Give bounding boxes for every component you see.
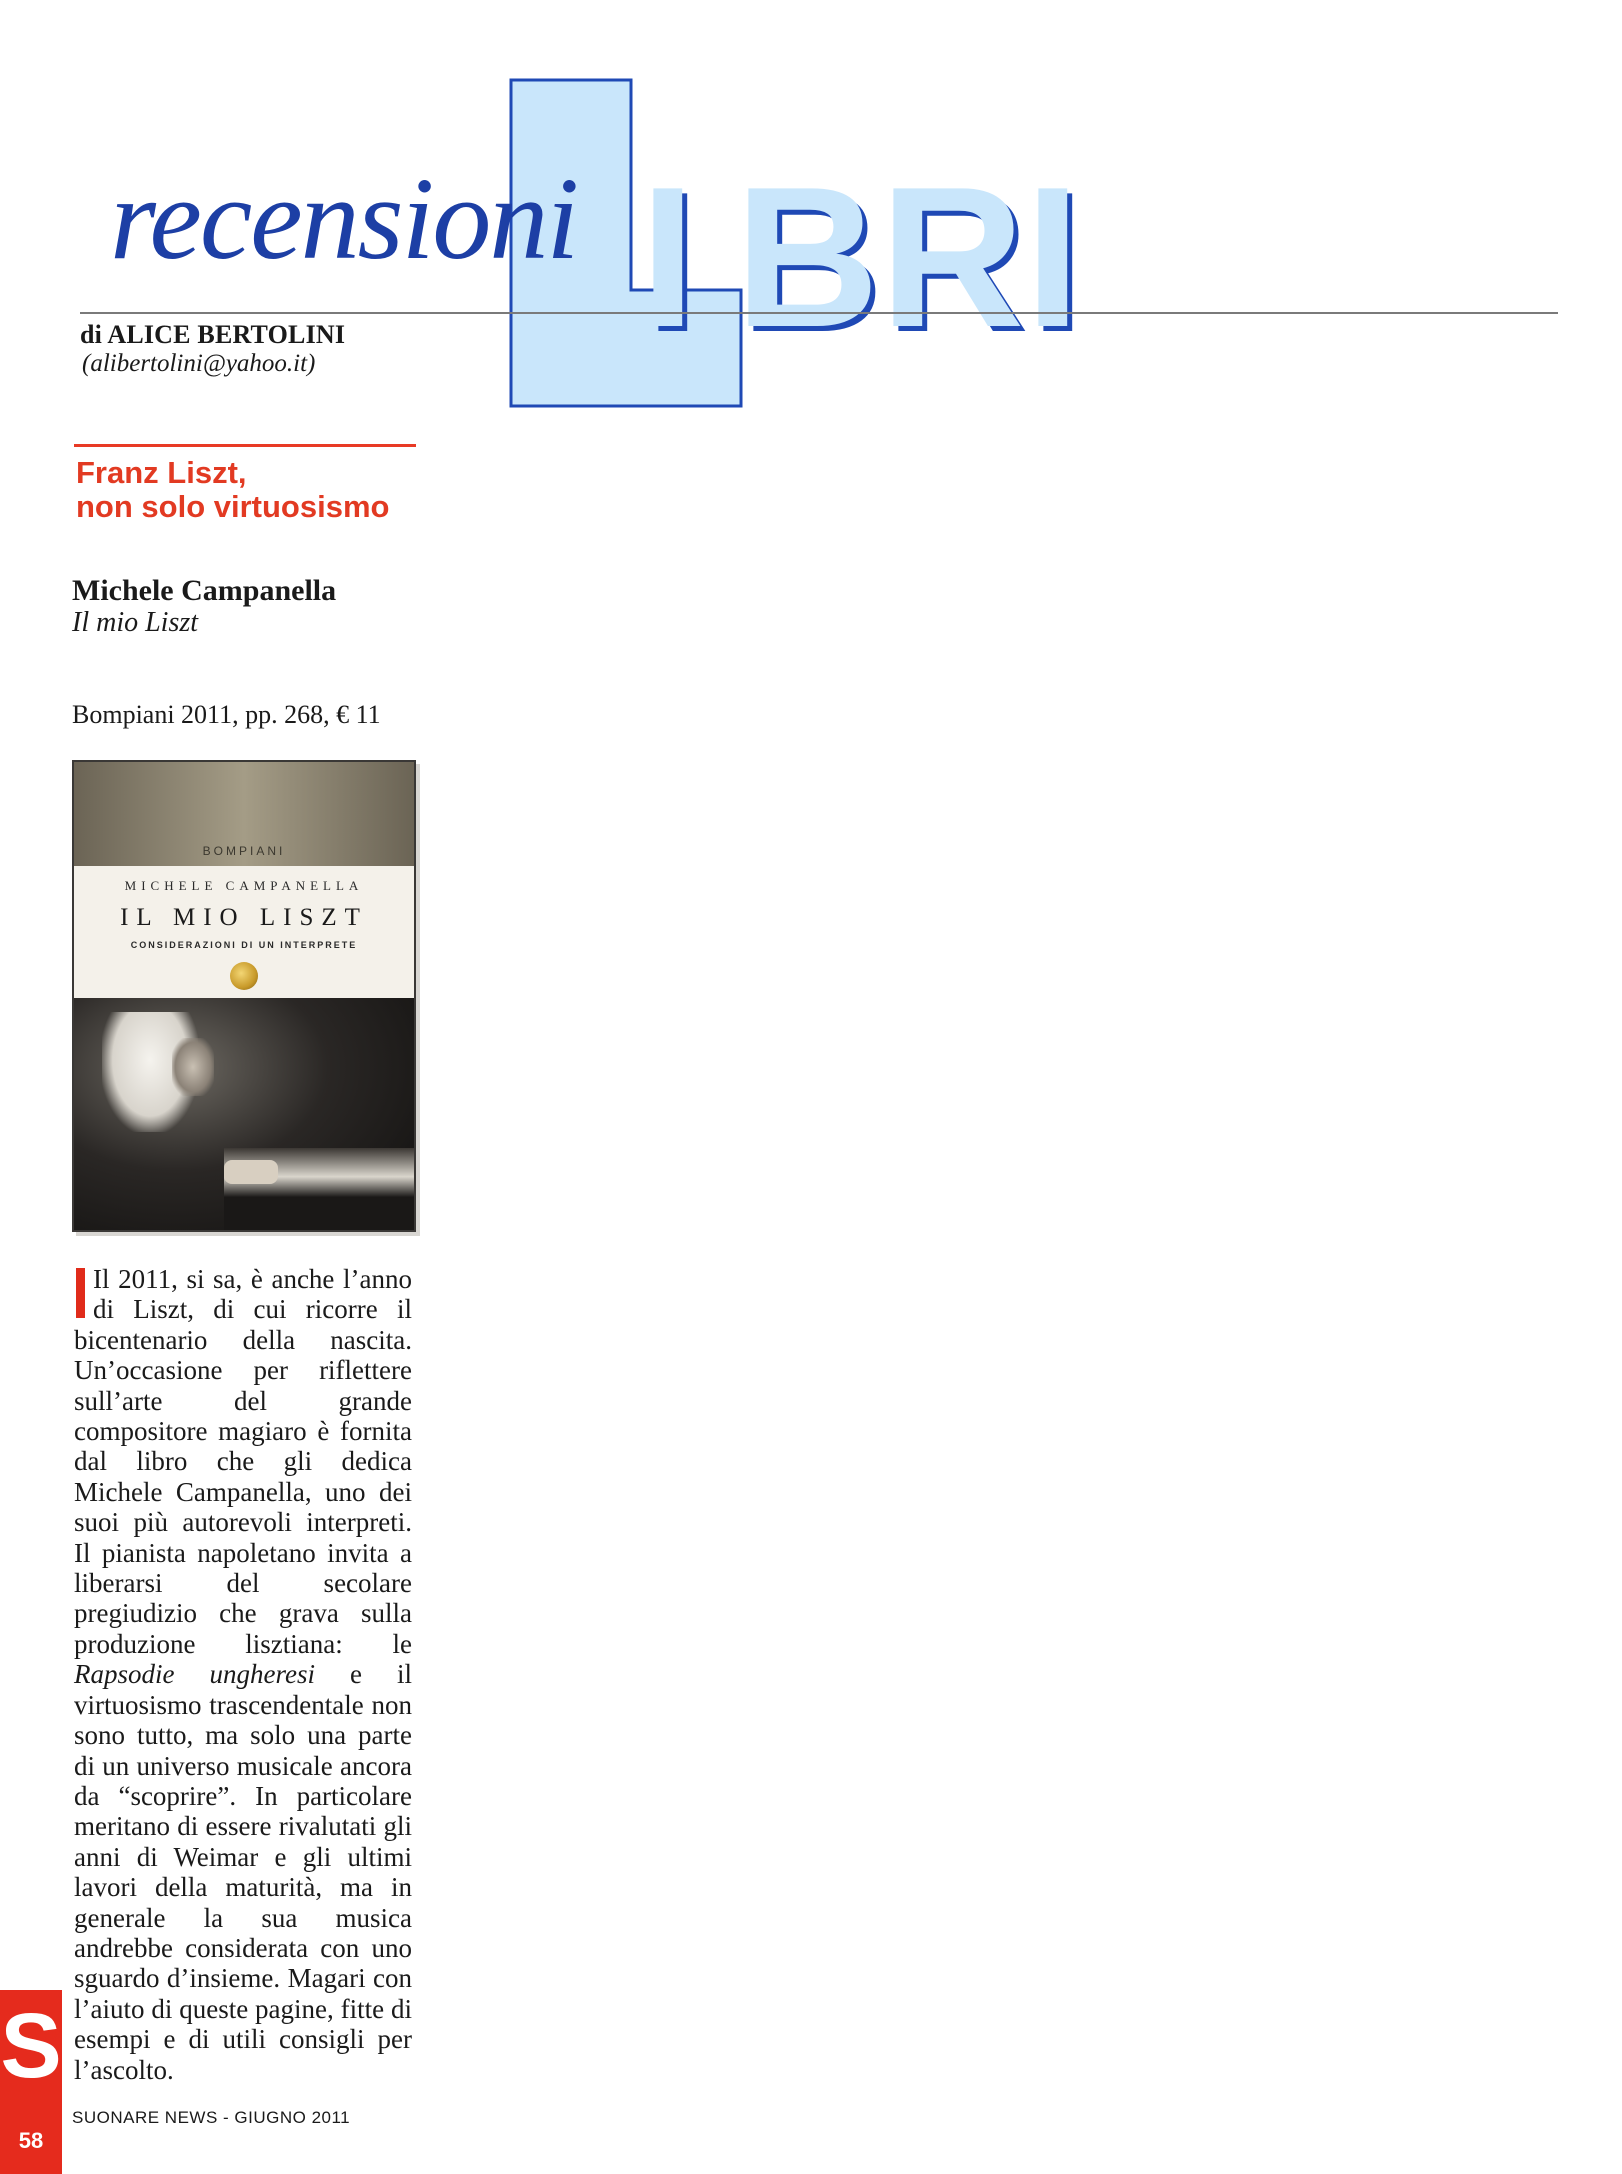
byline: di ALICE BERTOLINI bbox=[80, 320, 346, 349]
libri-letter-r: R bbox=[880, 146, 1025, 369]
cover-photo-face bbox=[172, 1038, 214, 1096]
libri-letter-i-last: I bbox=[1025, 146, 1081, 369]
body-emphasis: Rapsodie ungheresi bbox=[74, 1659, 315, 1690]
article-body bbox=[74, 1264, 412, 2085]
publisher-seal-icon bbox=[230, 962, 258, 990]
cover-title: IL MIO LISZT bbox=[120, 904, 368, 931]
author-email: (alibertolini@yahoo.it) bbox=[82, 350, 316, 377]
section-title-block bbox=[505, 78, 1165, 408]
body-first-letter: I bbox=[93, 1264, 102, 1294]
cover-photo-hands bbox=[224, 1160, 278, 1184]
header-divider bbox=[80, 312, 1558, 314]
cover-author: MICHELE CAMPANELLA bbox=[124, 878, 364, 893]
body-part-1: l 2011, si sa, è anche l’anno di Liszt, di cui ricorre il bicentenario della nascita. Un’occasione per riflettere sull’arte del grande compositore magiaro è fornita dal libro che gli dedica Michele Campanella, uno dei suoi più autorevoli interpreti. Il pianista napoletano invita a liberarsi del secolare pregiudizio che grava sulla produzione lisztiana: le bbox=[74, 1264, 412, 1659]
section-tab-letter: S bbox=[0, 1995, 62, 2097]
publisher-info: Bompiani 2011, pp. 268, € 11 bbox=[72, 700, 381, 729]
footer-publication: SUONARE NEWS - GIUGNO 2011 bbox=[72, 2108, 351, 2127]
page-number: 58 bbox=[18, 2128, 44, 2153]
article-headline bbox=[76, 456, 436, 524]
book-cover-image bbox=[72, 760, 416, 1232]
libri-letter-i: I bbox=[640, 146, 696, 369]
libri-letter-b: B bbox=[735, 146, 880, 369]
body-part-2: e il virtuosismo trascendentale non sono tutto, ma solo una parte di un universo musicale ancora da “scoprire”. In particolare meritano di essere rivalutati gli anni di Weimar e gli ultimi lavori della maturità, ma in generale la sua musica andrebbe considerata con uno sguardo d’insieme. Magari con l’aiuto di queste pagine, fitte di esempi e di utili consigli per l’ascolto. bbox=[74, 1659, 412, 2085]
headline-line-1: Franz Liszt, bbox=[76, 455, 247, 490]
book-title: Il mio Liszt bbox=[72, 607, 199, 638]
section-title-italic: recensioni bbox=[110, 153, 578, 284]
cover-photo-pianist bbox=[74, 998, 414, 1230]
cover-title-panel bbox=[74, 866, 414, 998]
section-tab bbox=[0, 1990, 62, 2174]
book-author: Michele Campanella bbox=[72, 574, 337, 607]
drop-cap-marker bbox=[76, 1268, 85, 1318]
headline-line-2: non solo virtuosismo bbox=[76, 489, 390, 524]
cover-subtitle: CONSIDERAZIONI DI UN INTERPRETE bbox=[130, 940, 358, 950]
cover-publisher: BOMPIANI bbox=[202, 844, 286, 858]
article-divider bbox=[74, 444, 416, 447]
